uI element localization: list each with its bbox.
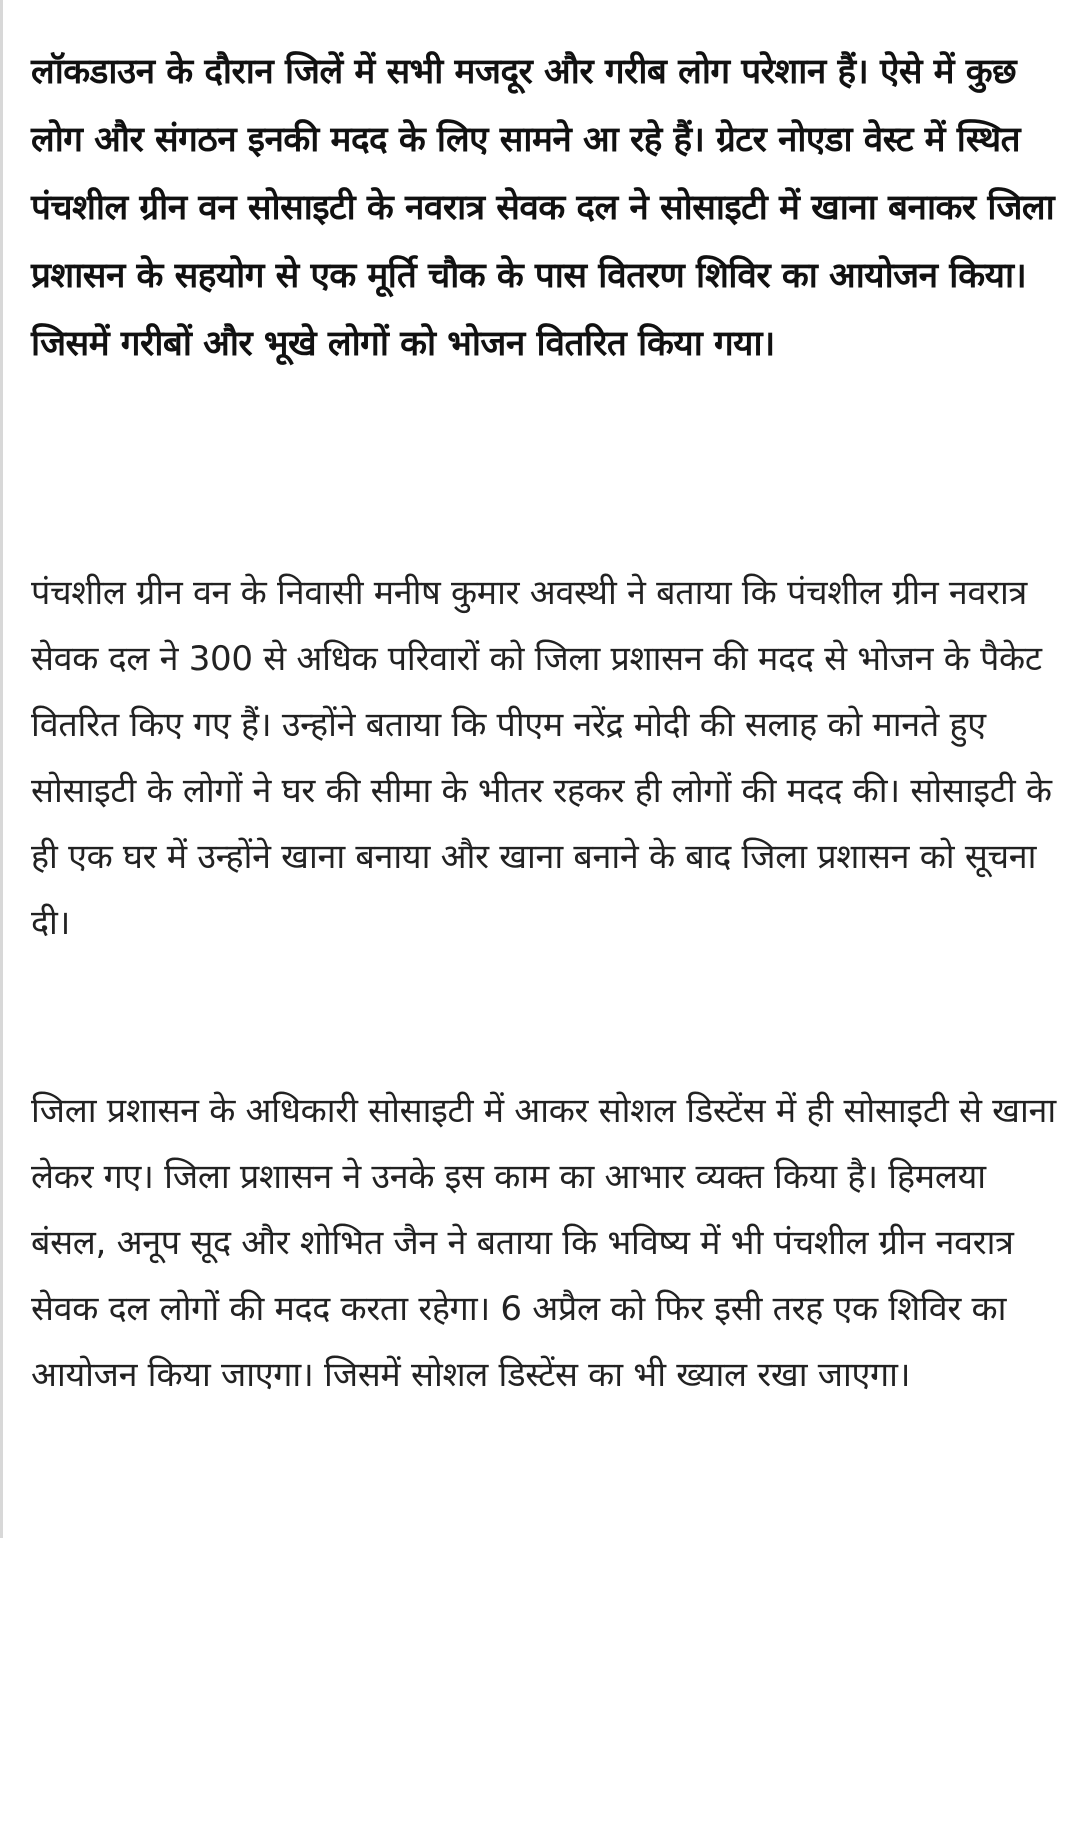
body-paragraph-1: पंचशील ग्रीन वन के निवासी मनीष कुमार अवस्थी ने बताया कि पंचशील ग्रीन नवरात्र सेवक दल ने 300 से अधिक परिवारों को जिला प्रशासन की मदद से भोजन के पैकेट वितरित किए गए हैं। उन्होंने बताया कि पीएम नरेंद्र मोदी की सलाह को मानते हुए सोसाइटी के लोगों ने घर की सीमा के भीतर रहकर ही लोगों की मदद की। सोसाइटी के ही एक घर में उन्होंने खाना बनाया और खाना बनाने के बाद जिला प्रशासन को सूचना दी। (31, 573, 1052, 943)
lead-paragraph: लॉकडाउन के दौरान जिलें में सभी मजदूर और गरीब लोग परेशान हैं। ऐसे में कुछ लोग और संगठन इनकी मदद के लिए सामने आ रहे हैं। ग्रेटर नोएडा वेस्ट में स्थित पंचशील ग्रीन वन सोसाइटी के नवरात्र सेवक दल ने सोसाइटी में खाना बनाकर जिला प्रशासन के सहयोग से एक मूर्ति चौक के पास वितरण शिविर का आयोजन किया। जिसमें गरीबों और भूखे लोगों को भोजन वितरित किया गया। (31, 52, 1055, 364)
body-paragraph-2: जिला प्रशासन के अधिकारी सोसाइटी में आकर सोशल डिस्टेंस में ही सोसाइटी से खाना लेकर गए। जिला प्रशासन ने उनके इस काम का आभार व्यक्त किया है। हिमलया बंसल, अनूप सूद और शोभित जैन ने बताया कि भविष्य में भी पंचशील ग्रीन नवरात्र सेवक दल लोगों की मदद करता रहेगा। 6 अप्रैल को फिर इसी तरह एक शिविर का आयोजन किया जाएगा। जिसमें सोशल डिस्टेंस का भी ख्याल रखा जाएगा। (31, 1091, 1056, 1395)
